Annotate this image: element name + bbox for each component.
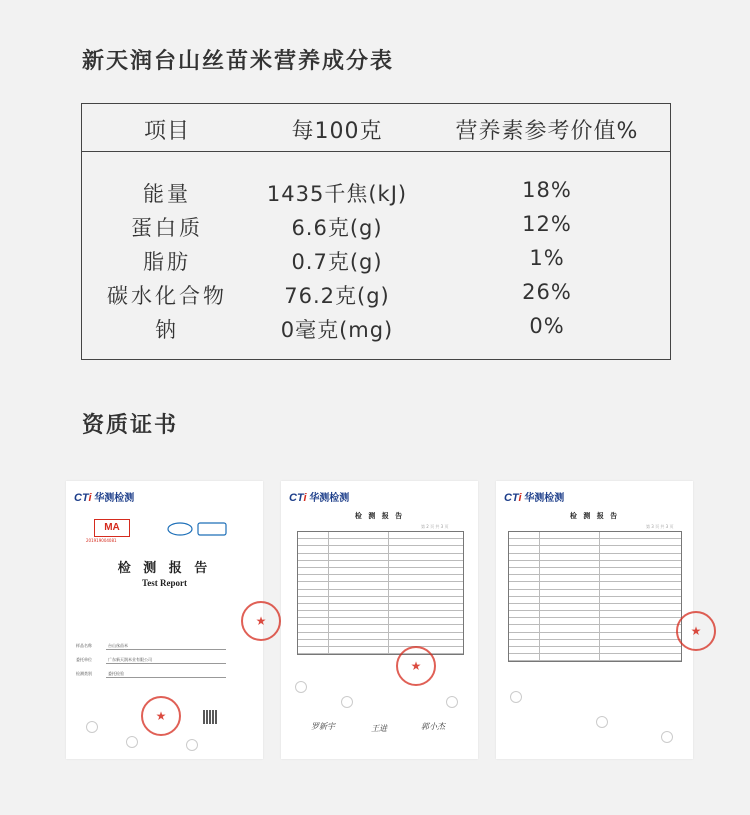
report-title: 检 测 报 告 xyxy=(569,512,620,520)
cti-logo xyxy=(289,489,349,504)
row-nrv: 26% xyxy=(522,280,572,304)
field-label: 委托单位 xyxy=(76,657,92,662)
cti-logo-mark: CTi xyxy=(289,492,307,504)
row-per100: 6.6克(g) xyxy=(291,216,383,240)
row-per100: 0毫克(mg) xyxy=(280,318,394,342)
row-item: 钠 xyxy=(155,318,179,342)
header-per100: 每100克 xyxy=(291,119,383,144)
row-nrv: 18% xyxy=(522,178,572,202)
row-nrv: 1% xyxy=(529,246,565,270)
row-nrv: 12% xyxy=(522,212,572,236)
watermark-icon xyxy=(86,721,98,733)
official-stamp: ★ xyxy=(676,611,716,651)
page-number: 第 3 页 共 3 页 xyxy=(646,524,674,529)
field-label: 检测类别 xyxy=(76,671,92,676)
watermark-icon xyxy=(126,736,138,748)
row-item: 脂肪 xyxy=(143,250,191,274)
field-value: 广东新天润米业有限公司 xyxy=(108,657,152,662)
ma-number: 201919004081 xyxy=(86,538,117,543)
cti-logo-mark: CTi xyxy=(74,492,92,504)
cti-brand-name: 华测检测 xyxy=(309,493,350,504)
cti-brand-name: 华测检测 xyxy=(94,493,135,504)
page-number: 第 2 页 共 3 页 xyxy=(421,524,449,529)
table-row xyxy=(82,210,670,243)
row-item: 蛋白质 xyxy=(131,216,203,240)
field-value: 台山丝苗米 xyxy=(108,643,128,648)
watermark-icon xyxy=(661,731,673,743)
signature: 郭小杰 xyxy=(421,722,445,731)
nutrition-title: 新天润台山丝苗米营养成分表 xyxy=(82,49,395,74)
row-per100: 76.2克(g) xyxy=(284,284,390,308)
table-row xyxy=(82,278,670,311)
watermark-icon xyxy=(295,681,307,693)
signature: 王进 xyxy=(371,724,387,733)
watermark-icon xyxy=(596,716,608,728)
report-table xyxy=(508,531,682,662)
row-item: 碳水化合物 xyxy=(107,284,227,308)
certificate-report-page-2 xyxy=(281,481,478,759)
watermark-icon xyxy=(446,696,458,708)
certificates-title: 资质证书 xyxy=(82,413,179,438)
certificate-report-page-3 xyxy=(496,481,702,759)
row-per100: 0.7克(g) xyxy=(291,250,383,274)
watermark-icon xyxy=(341,696,353,708)
accreditation-logos xyxy=(166,521,228,537)
cti-logo xyxy=(504,489,564,504)
nutrition-table xyxy=(81,103,671,360)
official-stamp: ★ xyxy=(396,646,436,686)
field-line xyxy=(106,658,226,664)
report-title-cn: 检 测 报 告 xyxy=(117,561,212,576)
field-line xyxy=(106,644,226,650)
signature: 罗新宇 xyxy=(311,722,335,731)
cti-logo-mark: CTi xyxy=(504,492,522,504)
cti-logo xyxy=(74,489,134,504)
watermark-icon xyxy=(510,691,522,703)
ma-mark: MA xyxy=(94,519,130,537)
table-row xyxy=(82,176,670,209)
nutrition-table-header xyxy=(82,104,670,152)
row-per100: 1435千焦(kJ) xyxy=(266,182,408,206)
field-line xyxy=(106,672,226,678)
table-row xyxy=(82,244,670,277)
watermark-icon xyxy=(186,739,198,751)
field-label: 样品名称 xyxy=(76,643,92,648)
cti-brand-name: 华测检测 xyxy=(524,493,565,504)
header-item: 项目 xyxy=(143,119,190,144)
report-table xyxy=(297,531,464,655)
row-nrv: 0% xyxy=(529,314,565,338)
official-stamp: ★ xyxy=(241,601,281,641)
report-title: 检 测 报 告 xyxy=(354,512,405,520)
header-nrv: 营养素参考价值% xyxy=(455,119,639,144)
certificate-cover-image xyxy=(66,481,267,759)
row-item: 能量 xyxy=(143,182,191,206)
field-value: 委托检验 xyxy=(108,671,124,676)
qr-code xyxy=(203,710,217,724)
table-row xyxy=(82,312,670,345)
official-stamp: ★ xyxy=(141,696,181,736)
report-title-en: Test Report xyxy=(142,578,187,588)
